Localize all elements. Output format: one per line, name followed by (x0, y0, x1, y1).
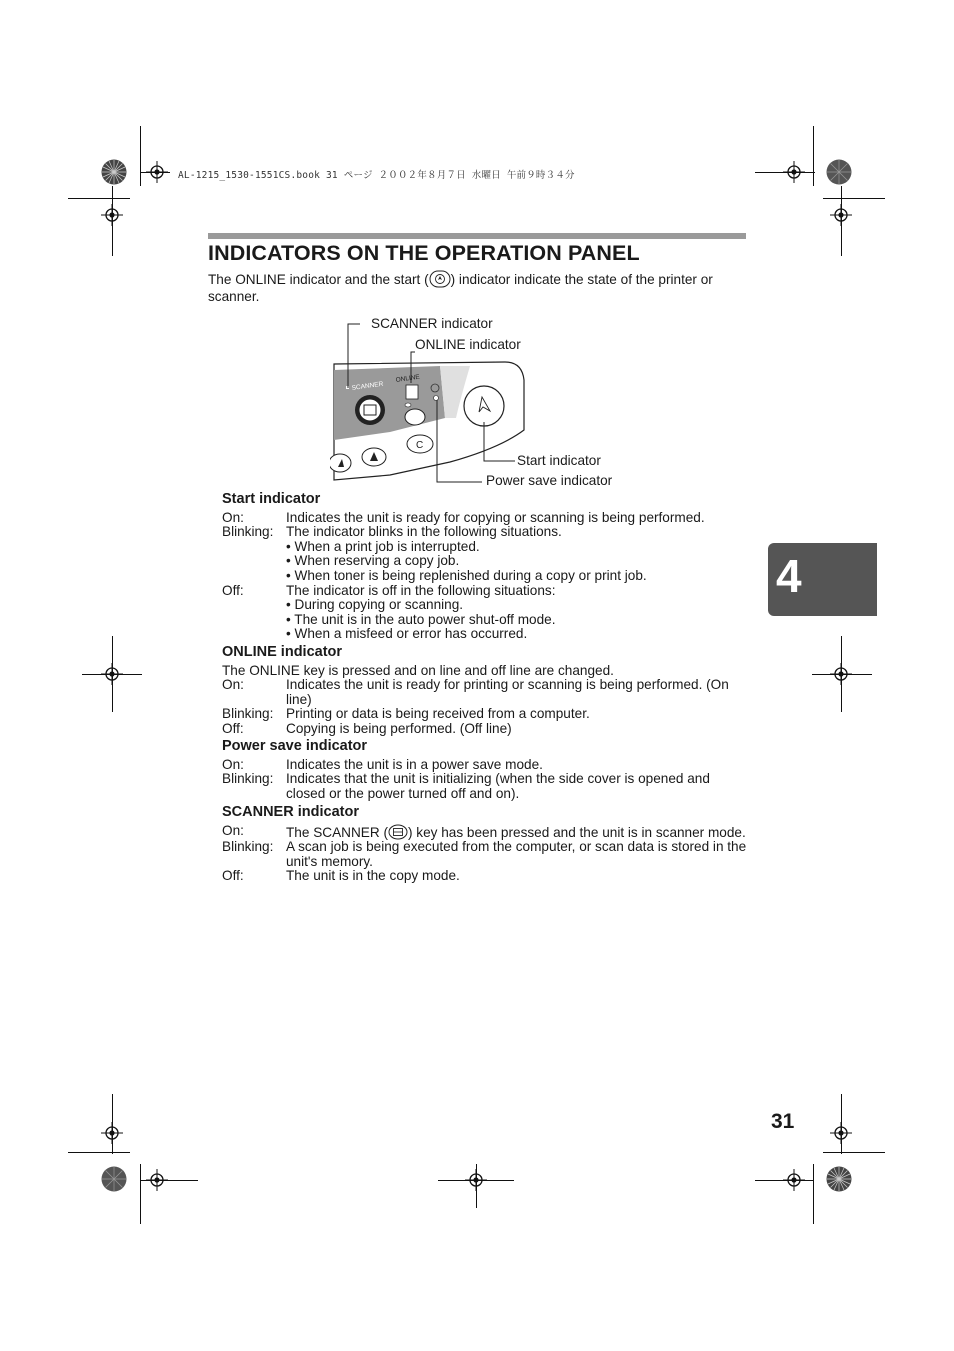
row-text: Indicates that the unit is initializing (when the side cover is opened and closed or the power turned off and on). (286, 771, 710, 801)
registration-mark-icon (146, 1169, 168, 1191)
power-save-indicator-heading: Power save indicator (222, 738, 368, 754)
panel-scanner-label: SCANNER (351, 380, 384, 392)
row-text: A scan job is being executed from the computer, or scan data is stored in the unit's memory. (286, 839, 747, 869)
panel-online-label: ONLINE (395, 373, 421, 384)
row-label (222, 627, 286, 642)
list-item (222, 540, 752, 555)
row-label: On: (222, 822, 244, 838)
row-text: The indicator blinks in the following situations. (286, 524, 562, 540)
list-item (222, 707, 752, 722)
row-label: Off: (222, 868, 244, 884)
list-item (222, 613, 752, 628)
row-text: The unit is in the copy mode. (286, 868, 460, 884)
starburst-mark-icon (826, 1166, 852, 1192)
callout-online-indicator: ONLINE indicator (415, 337, 521, 352)
scanner-indicator-section (222, 805, 752, 884)
row-text: • When toner is being replenished during a copy or print job. (286, 567, 647, 583)
list-item (222, 554, 752, 569)
online-indicator-intro: The ONLINE key is pressed and on line and off line are changed. (222, 662, 614, 678)
row-label: Blinking: (222, 524, 274, 540)
row-text: Printing or data is being received from a computer. (286, 706, 590, 722)
starburst-mark-icon (101, 1166, 127, 1192)
online-indicator-heading: ONLINE indicator (222, 644, 343, 660)
list-item (222, 758, 752, 773)
list-item (222, 569, 752, 584)
page-number: 31 (771, 1110, 795, 1133)
panel-c-label: C (416, 440, 424, 451)
list-item (222, 678, 752, 707)
row-label: Blinking: (222, 706, 274, 722)
list-item (222, 869, 752, 884)
starburst-mark-icon (101, 159, 127, 185)
registration-mark-icon (783, 161, 805, 183)
row-text: • When a print job is interrupted. (286, 538, 480, 554)
list-item (222, 840, 752, 869)
list-item (222, 824, 752, 841)
registration-mark-icon (101, 663, 123, 685)
row-label: Off: (222, 720, 244, 736)
row-label: Blinking: (222, 771, 274, 787)
callout-start-indicator: Start indicator (517, 453, 601, 468)
registration-mark-icon (783, 1169, 805, 1191)
row-text: • When a misfeed or error has occurred. (286, 626, 528, 642)
registration-mark-icon (146, 161, 168, 183)
row-label: On: (222, 677, 244, 693)
row-label (222, 569, 286, 584)
intro-text-before: The ONLINE indicator and the start ( (208, 272, 429, 287)
row-text: • When reserving a copy job. (286, 553, 460, 569)
online-indicator-section (222, 645, 752, 737)
row-label (222, 613, 286, 628)
page-title: INDICATORS ON THE OPERATION PANEL (208, 241, 640, 265)
registration-mark-icon (830, 204, 852, 226)
list-item (222, 722, 752, 737)
registration-mark-icon (830, 1122, 852, 1144)
row-text: The indicator is off in the following situations: (286, 582, 556, 598)
row-text: • During copying or scanning. (286, 597, 464, 613)
row-label: On: (222, 756, 244, 772)
row-label (222, 554, 286, 569)
registration-mark-icon (465, 1169, 487, 1191)
scanner-key-icon (388, 824, 408, 840)
row-text: Copying is being performed. (Off line) (286, 720, 512, 736)
row-label: On: (222, 509, 244, 525)
list-item (222, 598, 752, 613)
list-item (222, 584, 752, 599)
row-label: Blinking: (222, 839, 274, 855)
row-text: • The unit is in the auto power shut-off mode. (286, 611, 556, 627)
row-label (222, 540, 286, 555)
intro-text-after: ) indicator indicate the state of the printer or scanner. (208, 272, 713, 304)
list-item (222, 525, 752, 540)
registration-mark-icon (101, 1122, 123, 1144)
scanner-indicator-heading: SCANNER indicator (222, 804, 359, 820)
registration-mark-icon (830, 663, 852, 685)
power-save-indicator-section (222, 739, 752, 801)
scanner-text-after: ) key has been pressed and the unit is in scanner mode. (407, 824, 746, 840)
list-item (222, 627, 752, 642)
row-label (222, 598, 286, 613)
row-text: Indicates the unit is ready for printing or scanning is being performed. (On line) (286, 677, 729, 707)
list-item (222, 772, 752, 801)
title-rule (208, 233, 746, 239)
chapter-tab (768, 543, 877, 616)
row-text: Indicates the unit is ready for copying or scanning is being performed. (286, 509, 705, 525)
intro-paragraph (208, 270, 748, 305)
start-indicator-section (222, 492, 752, 642)
row-label: Off: (222, 582, 244, 598)
row-text (286, 824, 752, 841)
start-key-icon (429, 270, 451, 288)
callout-scanner-indicator: SCANNER indicator (371, 316, 493, 331)
list-item (222, 511, 752, 526)
print-header: AL-1215_1530-1551CS.book 31 ページ ２００２年８月７日 水曜日 午前９時３４分 (178, 170, 575, 181)
callout-power-save-indicator: Power save indicator (486, 473, 613, 488)
start-indicator-heading: Start indicator (222, 491, 321, 507)
registration-mark-icon (101, 204, 123, 226)
starburst-mark-icon (826, 159, 852, 185)
chapter-number: 4 (776, 550, 802, 602)
scanner-text-before: The SCANNER ( (286, 824, 388, 840)
row-text: Indicates the unit is in a power save mode. (286, 756, 543, 772)
